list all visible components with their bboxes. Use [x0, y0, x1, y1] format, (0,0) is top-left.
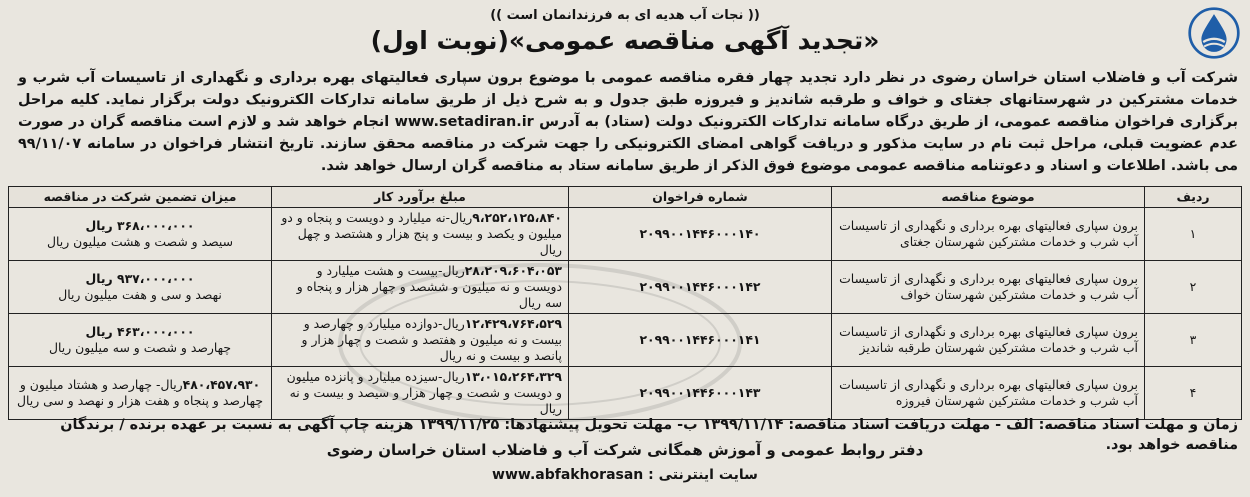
- slogan: (( نجات آب هدیه ای به فرزندانمان است )): [490, 8, 760, 23]
- estimate-amount: ۹،۲۵۲،۱۲۵،۸۴۰: [472, 210, 562, 225]
- website-label: سایت اینترنتی :: [648, 467, 758, 483]
- cell-subject: برون سپاری فعالیتهای بهره برداری و نگهداری از تاسیسات آب شرب و خدمات مشترکین شهرستان خواف: [832, 261, 1145, 314]
- estimate-amount: ۲۸،۲۰۹،۶۰۴،۰۵۳: [464, 263, 562, 278]
- cell-call-number: ۲۰۹۹۰۰۱۴۴۶۰۰۰۱۴۲: [569, 261, 832, 314]
- cell-guarantee: [9, 367, 272, 420]
- cell-estimate: [272, 208, 569, 261]
- website-link[interactable]: www.abfakhorasan: [492, 467, 644, 483]
- cell-row-number: ۴: [1145, 367, 1242, 420]
- cell-estimate: [272, 261, 569, 314]
- cell-subject: برون سپاری فعالیتهای بهره برداری و نگهداری از تاسیسات آب شرب و خدمات مشترکین شهرستان جغتای: [832, 208, 1145, 261]
- cell-subject: برون سپاری فعالیتهای بهره برداری و نگهداری از تاسیسات آب شرب و خدمات مشترکین شهرستان فیروزه: [832, 367, 1145, 420]
- cell-guarantee: [9, 208, 272, 261]
- cell-call-number: ۲۰۹۹۰۰۱۴۴۶۰۰۰۱۴۱: [569, 314, 832, 367]
- cell-subject: برون سپاری فعالیتهای بهره برداری و نگهداری از تاسیسات آب شرب و خدمات مشترکین شهرستان طرقبه شاندیز: [832, 314, 1145, 367]
- header-estimate: مبلغ برآورد کار: [272, 187, 569, 208]
- cell-call-number: ۲۰۹۹۰۰۱۴۴۶۰۰۰۱۴۳: [569, 367, 832, 420]
- guarantee-words: ریال- چهارصد و هشتاد میلیون و چهارصد و پنجاه و هفت هزار و نهصد و سی ریال: [16, 377, 264, 408]
- cell-guarantee: [9, 314, 272, 367]
- table-row: [9, 367, 1242, 420]
- intro-paragraph: شرکت آب و فاضلاب استان خراسان رضوی در نظر دارد تجدید چهار فقره مناقصه عمومی با موضوع برون سپاری فعالیتهای بهره برداری و نگهداری از تاسیسات آب شرب و خدمات مشترکین در شهرستانهای جغتای و خواف و طرقبه شاندیز و فیروزه طبق جدول و به شرح ذیل از طریق سامانه تدارکات الکترونیک دولت برگزار نماید. کلیه مراحل برگزاری فراخوان مناقصه عمومی، از طریق درگاه سامانه تدارکات الکترونیک دولت (ستاد) به آدرس www.setadiran.ir انجام خواهد شد و لازم است مناقصه گران در صورت عدم عضویت قبلی، مراحل ثبت نام در سایت مذکور و دریافت گواهی امضای الکترونیکی را جهت شرکت در مناقصه محقق سازند. تاریخ انتشار فراخوان در سامانه ۹۹/۱۱/۰۷ می باشد. اطلاعات و اسناد و دعوتنامه مناقصه عمومی موضوع فوق الذکر از طریق سامانه ستاد به مناقصه گران ارسال خواهد شد.: [18, 70, 1239, 174]
- estimate-words: ریال-نه میلیارد و دویست و پنجاه و دو میلیون و یکصد و بیست و پنج هزار و هشتصد و چهل ریال: [281, 210, 562, 257]
- guarantee-words: چهارصد و شصت و سه میلیون ریال: [49, 340, 231, 355]
- cell-estimate: [272, 367, 569, 420]
- estimate-words: ریال-سیزده میلیارد و پانزده میلیون و دویست و شصت و چهار هزار و سیصد و بیست و نه ریال: [286, 369, 562, 416]
- table-row: [9, 208, 1242, 261]
- table-row: [9, 314, 1242, 367]
- guarantee-words: نهصد و سی و هفت میلیون ریال: [58, 287, 222, 302]
- deadlines-line: زمان و مهلت اسناد مناقصه: الف - مهلت دریافت اسناد مناقصه: ۱۳۹۹/۱۱/۱۴ ب- مهلت تحویل پیشنهادها: ۱۳۹۹/۱۱/۲۵ هزینه چاپ آگهی به نسبت بر عهده برنده / برندگان مناقصه خواهد بود.: [60, 417, 1238, 453]
- cell-row-number: ۳: [1145, 314, 1242, 367]
- estimate-words: ریال-بیست و هشت میلیارد و دویست و نه میلیون و ششصد و چهار هزار و پنجاه و سه ریال: [296, 263, 562, 310]
- estimate-amount: ۱۳،۰۱۵،۲۶۴،۳۲۹: [464, 369, 562, 384]
- cell-guarantee: [9, 261, 272, 314]
- guarantee-amount: ۴۶۳،۰۰۰،۰۰۰ ریال: [85, 324, 195, 339]
- table-header-row: [9, 187, 1242, 208]
- header-row-number: ردیف: [1145, 187, 1242, 208]
- estimate-amount: ۱۲،۴۲۹،۷۶۴،۵۲۹: [464, 316, 562, 331]
- table-row: [9, 261, 1242, 314]
- website-line: [0, 467, 1250, 483]
- header-subject: موضوع مناقصه: [832, 187, 1145, 208]
- tenders-table: [8, 186, 1242, 420]
- guarantee-amount: ۳۶۸،۰۰۰،۰۰۰ ریال: [85, 218, 195, 233]
- header-call-number: شماره فراخوان: [569, 187, 832, 208]
- public-relations-office: دفتر روابط عمومی و آموزش همگانی شرکت آب و فاضلاب استان خراسان رضوی: [326, 441, 924, 459]
- guarantee-amount: ۹۳۷،۰۰۰،۰۰۰ ریال: [85, 271, 195, 286]
- cell-row-number: ۲: [1145, 261, 1242, 314]
- notice-title: «تجدید آگهی مناقصه عمومی»(نوبت اول): [370, 26, 880, 55]
- cell-estimate: [272, 314, 569, 367]
- cell-call-number: ۲۰۹۹۰۰۱۴۴۶۰۰۰۱۴۰: [569, 208, 832, 261]
- estimate-words: ریال-دوازده میلیارد و چهارصد و بیست و نه میلیون و هفتصد و شصت و چهار هزار و پانصد و بیست و نه ریال: [301, 316, 562, 363]
- header-guarantee: میزان تضمین شرکت در مناقصه: [9, 187, 272, 208]
- cell-row-number: ۱: [1145, 208, 1242, 261]
- guarantee-amount: ۴۸۰،۴۵۷،۹۳۰: [182, 377, 261, 392]
- guarantee-words: سیصد و شصت و هشت میلیون ریال: [47, 234, 233, 249]
